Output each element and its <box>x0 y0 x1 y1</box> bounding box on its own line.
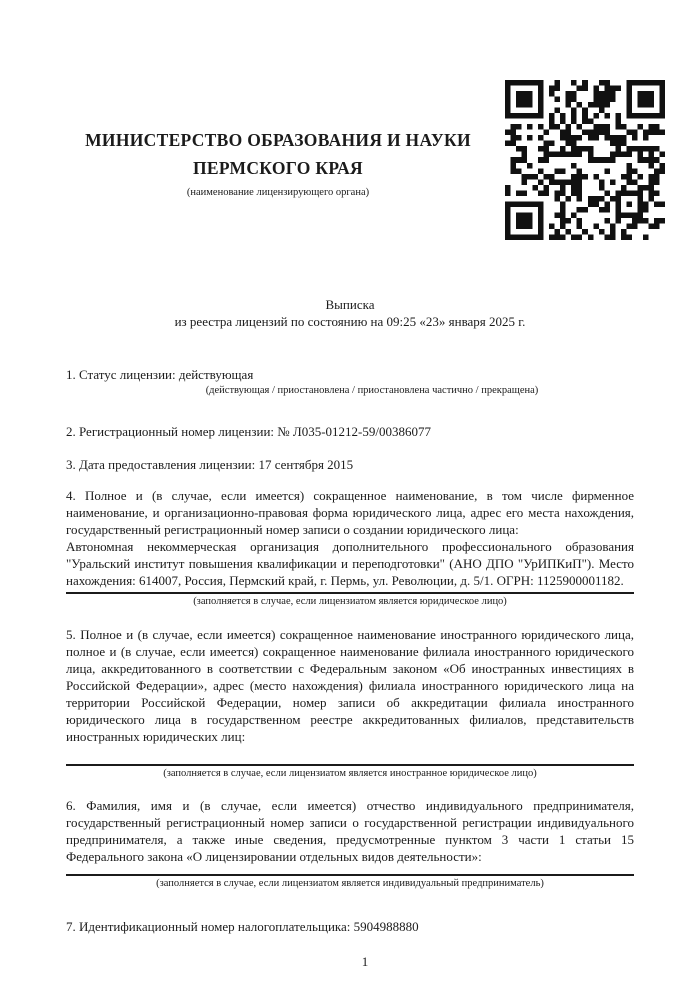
document-title <box>66 296 634 330</box>
item-text: 6. Фамилия, имя и (в случае, если имеется) отчество индивидуального предпринимателя, государственный регистрационный номер записи о государственной регистрации индивидуального предпринимателя, а также иные сведения, предусмотренные пунктом 3 части 1 статьи 15 Федерального закона «О лицензировании отдельных видов деятельности»: <box>66 798 634 864</box>
fill-line <box>66 764 634 766</box>
item-text: 2. Регистрационный номер лицензии: № Л035-01212-59/00386077 <box>66 424 432 439</box>
item-caption: (заполняется в случае, если лицензиатом является иностранное юридическое лицо) <box>163 768 537 779</box>
item-text: 7. Идентификационный номер налогоплательщика: 5904988880 <box>66 919 419 934</box>
document-body <box>66 296 634 970</box>
item-caption: (заполняется в случае, если лицензиатом является индивидуальный предприниматель) <box>156 878 544 889</box>
license-status-item <box>66 366 634 397</box>
item-value: Автономная некоммерческая организация дополнительного профессионального образования "Уральский институт повышения квалификации и переподготовки" (АНО ДПО "УрИПКиП"). Место нахождения: 614007, Россия, Пермский край, г. Пермь, ул. Революции, д. 5/1. ОГРН: 1125900001182. <box>66 539 634 588</box>
fill-line <box>66 874 634 876</box>
item-text: 3. Дата предоставления лицензии: 17 сентября 2015 <box>66 457 354 472</box>
page-number: 1 <box>361 954 369 969</box>
fill-line <box>66 592 634 594</box>
ministry-name-line1: МИНИСТЕРСТВО ОБРАЗОВАНИЯ И НАУКИ <box>85 130 471 150</box>
legal-entity-item <box>66 487 634 608</box>
foreign-entity-item <box>66 626 634 780</box>
item-caption: (заполняется в случае, если лицензиатом является юридическое лицо) <box>193 596 507 607</box>
item-text: 5. Полное и (в случае, если имеется) сокращенное наименование иностранного юридического лица, полное и (в случае, если имеется) сокращенное наименование филиала иностранного юридического лица, аккредитованного в соответствии с Федеральным законом «Об иностранных инвестициях в Российской Федерации», адрес (место нахождения) филиала иностранного юридического лица на территории Российской Федерации, номер записи об аккредитации филиала иностранного юридического лица в государственном реестре аккредитованных филиалов, представительств иностранных юридических лиц: <box>66 627 634 744</box>
registration-number-item <box>66 423 634 440</box>
entrepreneur-item <box>66 797 634 890</box>
item-text: 4. Полное и (в случае, если имеется) сокращенное наименование, в том числе фирменное наименование, и организационно-правовая форма юридического лица, адрес его места нахождения, государственный регистрационный номер записи о создании юридического лица: <box>66 488 634 537</box>
taxpayer-number-item <box>66 918 634 935</box>
ministry-caption: (наименование лицензирующего органа) <box>186 187 370 198</box>
document-title-line2: из реестра лицензий по состоянию на 09:25 «23» января 2025 г. <box>174 314 526 329</box>
grant-date-item <box>66 456 634 473</box>
item-caption: (действующая / приостановлена / приостановлена частично / прекращена) <box>205 385 539 396</box>
item-text: 1. Статус лицензии: действующая <box>66 367 254 382</box>
ministry-name <box>64 126 492 182</box>
licensing-authority-header <box>64 126 492 199</box>
document-title-line1: Выписка <box>325 297 375 312</box>
ministry-name-line2: ПЕРМСКОГО КРАЯ <box>193 158 363 178</box>
qr-code-icon <box>505 80 665 240</box>
